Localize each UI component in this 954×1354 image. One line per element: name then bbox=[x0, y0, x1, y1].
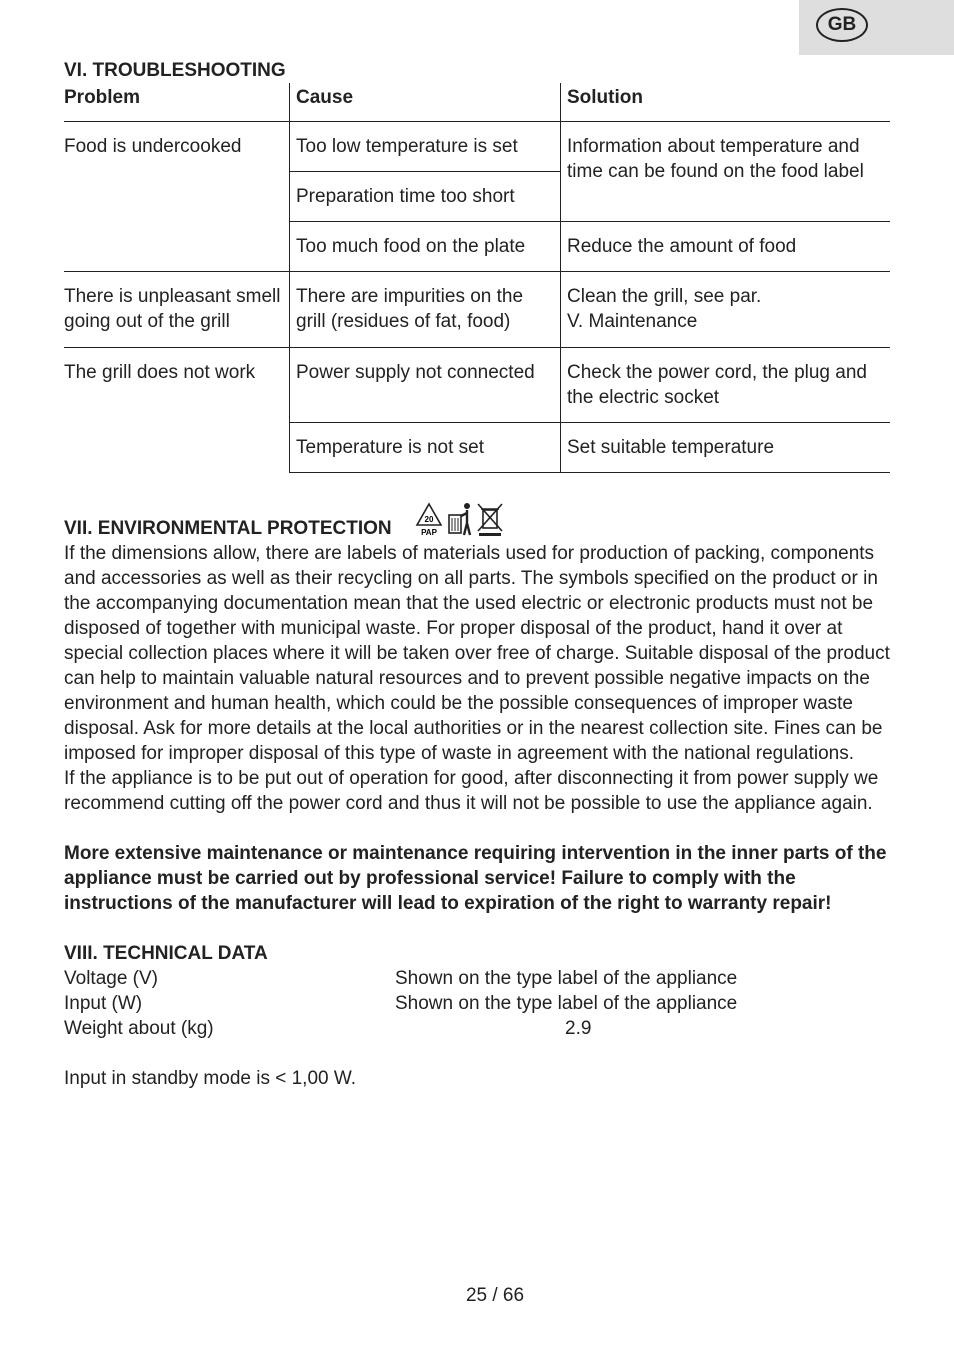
column-header-problem: Problem bbox=[64, 87, 141, 108]
problem-cell: Food is undercooked bbox=[64, 122, 290, 272]
troubleshooting-table bbox=[64, 83, 890, 473]
recycling-pap-icon bbox=[414, 501, 444, 537]
language-badge: GB bbox=[816, 8, 868, 42]
standby-note: Input in standby mode is < 1,00 W. bbox=[64, 1068, 357, 1089]
language-tab bbox=[799, 0, 954, 55]
solution-cell: Reduce the amount of food bbox=[561, 222, 891, 272]
table-row bbox=[64, 272, 890, 348]
solution-cell bbox=[561, 272, 891, 348]
troubleshooting-heading: VI. TROUBLESHOOTING bbox=[64, 60, 286, 81]
column-header-solution: Solution bbox=[561, 83, 891, 122]
recycle-code: 20 bbox=[424, 515, 434, 524]
cause-cell: Too low temperature is set bbox=[290, 122, 561, 172]
technical-data-list bbox=[64, 966, 890, 1041]
solution-line: V. Maintenance bbox=[567, 311, 698, 332]
page-content bbox=[64, 58, 890, 1091]
tech-label: Voltage (V) bbox=[64, 968, 158, 989]
cause-cell: There are impurities on the grill (residues of fat, food) bbox=[290, 272, 561, 348]
problem-cell: There is unpleasant smell going out of the grill bbox=[64, 272, 290, 348]
technical-heading: VIII. TECHNICAL DATA bbox=[64, 943, 268, 964]
crossed-bin-icon bbox=[476, 501, 504, 537]
column-header-cause: Cause bbox=[290, 83, 561, 122]
tech-value: Shown on the type label of the appliance bbox=[395, 993, 738, 1014]
solution-line: Clean the grill, see par. bbox=[567, 286, 762, 307]
solution-cell: Set suitable temperature bbox=[561, 423, 891, 473]
environment-heading: VII. ENVIRONMENTAL PROTECTION bbox=[64, 518, 392, 539]
solution-cell: Check the power cord, the plug and the electric socket bbox=[561, 348, 891, 423]
table-header-row bbox=[64, 83, 890, 122]
environment-paragraph: If the appliance is to be put out of operation for good, after disconnecting it from power supply we recommend cutting off the power cord and thus it will not be possible to use the appliance again. bbox=[64, 768, 879, 814]
tech-value: 2.9 bbox=[565, 1018, 592, 1039]
service-warning: More extensive maintenance or maintenance requiring intervention in the inner parts of the appliance must be carried out by professional service! Failure to comply with the instructions of the manufacturer will lead to expiration of the right to warranty repair! bbox=[64, 843, 887, 914]
environment-paragraph: If the dimensions allow, there are labels of materials used for production of packing, components and accessories as well as their recycling on all parts. The symbols specified on the product or in the accompanying documentation mean that the used electric or electronic products must not be disposed of together with municipal waste. For proper disposal of the product, hand it over at special collection places where it will be taken over free of charge. Suitable disposal of the product can help to maintain valuable natural resources and to prevent possible negative impacts on the environment and human health, which could be the possible consequences of improper waste disposal. Ask for more details at the local authorities or in the nearest collection site. Fines can be imposed for improper disposal of this type of waste in agreement with the national regulations. bbox=[64, 543, 890, 764]
table-row bbox=[64, 122, 890, 172]
cause-cell: Power supply not connected bbox=[290, 348, 561, 423]
tidyman-bin-icon bbox=[446, 501, 474, 537]
recycle-label: PAP bbox=[420, 528, 437, 537]
page-number: 25 / 66 bbox=[465, 1285, 525, 1306]
tech-label: Weight about (kg) bbox=[64, 1018, 214, 1039]
solution-cell: Information about temperature and time can be found on the food label bbox=[561, 122, 891, 222]
tech-value: Shown on the type label of the appliance bbox=[395, 968, 738, 989]
tech-label: Input (W) bbox=[64, 993, 143, 1014]
cause-cell: Temperature is not set bbox=[290, 423, 561, 473]
problem-cell: The grill does not work bbox=[64, 348, 290, 473]
environment-heading-row bbox=[64, 501, 890, 541]
environment-symbols bbox=[414, 501, 504, 537]
cause-cell: Too much food on the plate bbox=[290, 222, 561, 272]
table-row bbox=[64, 348, 890, 423]
cause-cell: Preparation time too short bbox=[290, 172, 561, 222]
